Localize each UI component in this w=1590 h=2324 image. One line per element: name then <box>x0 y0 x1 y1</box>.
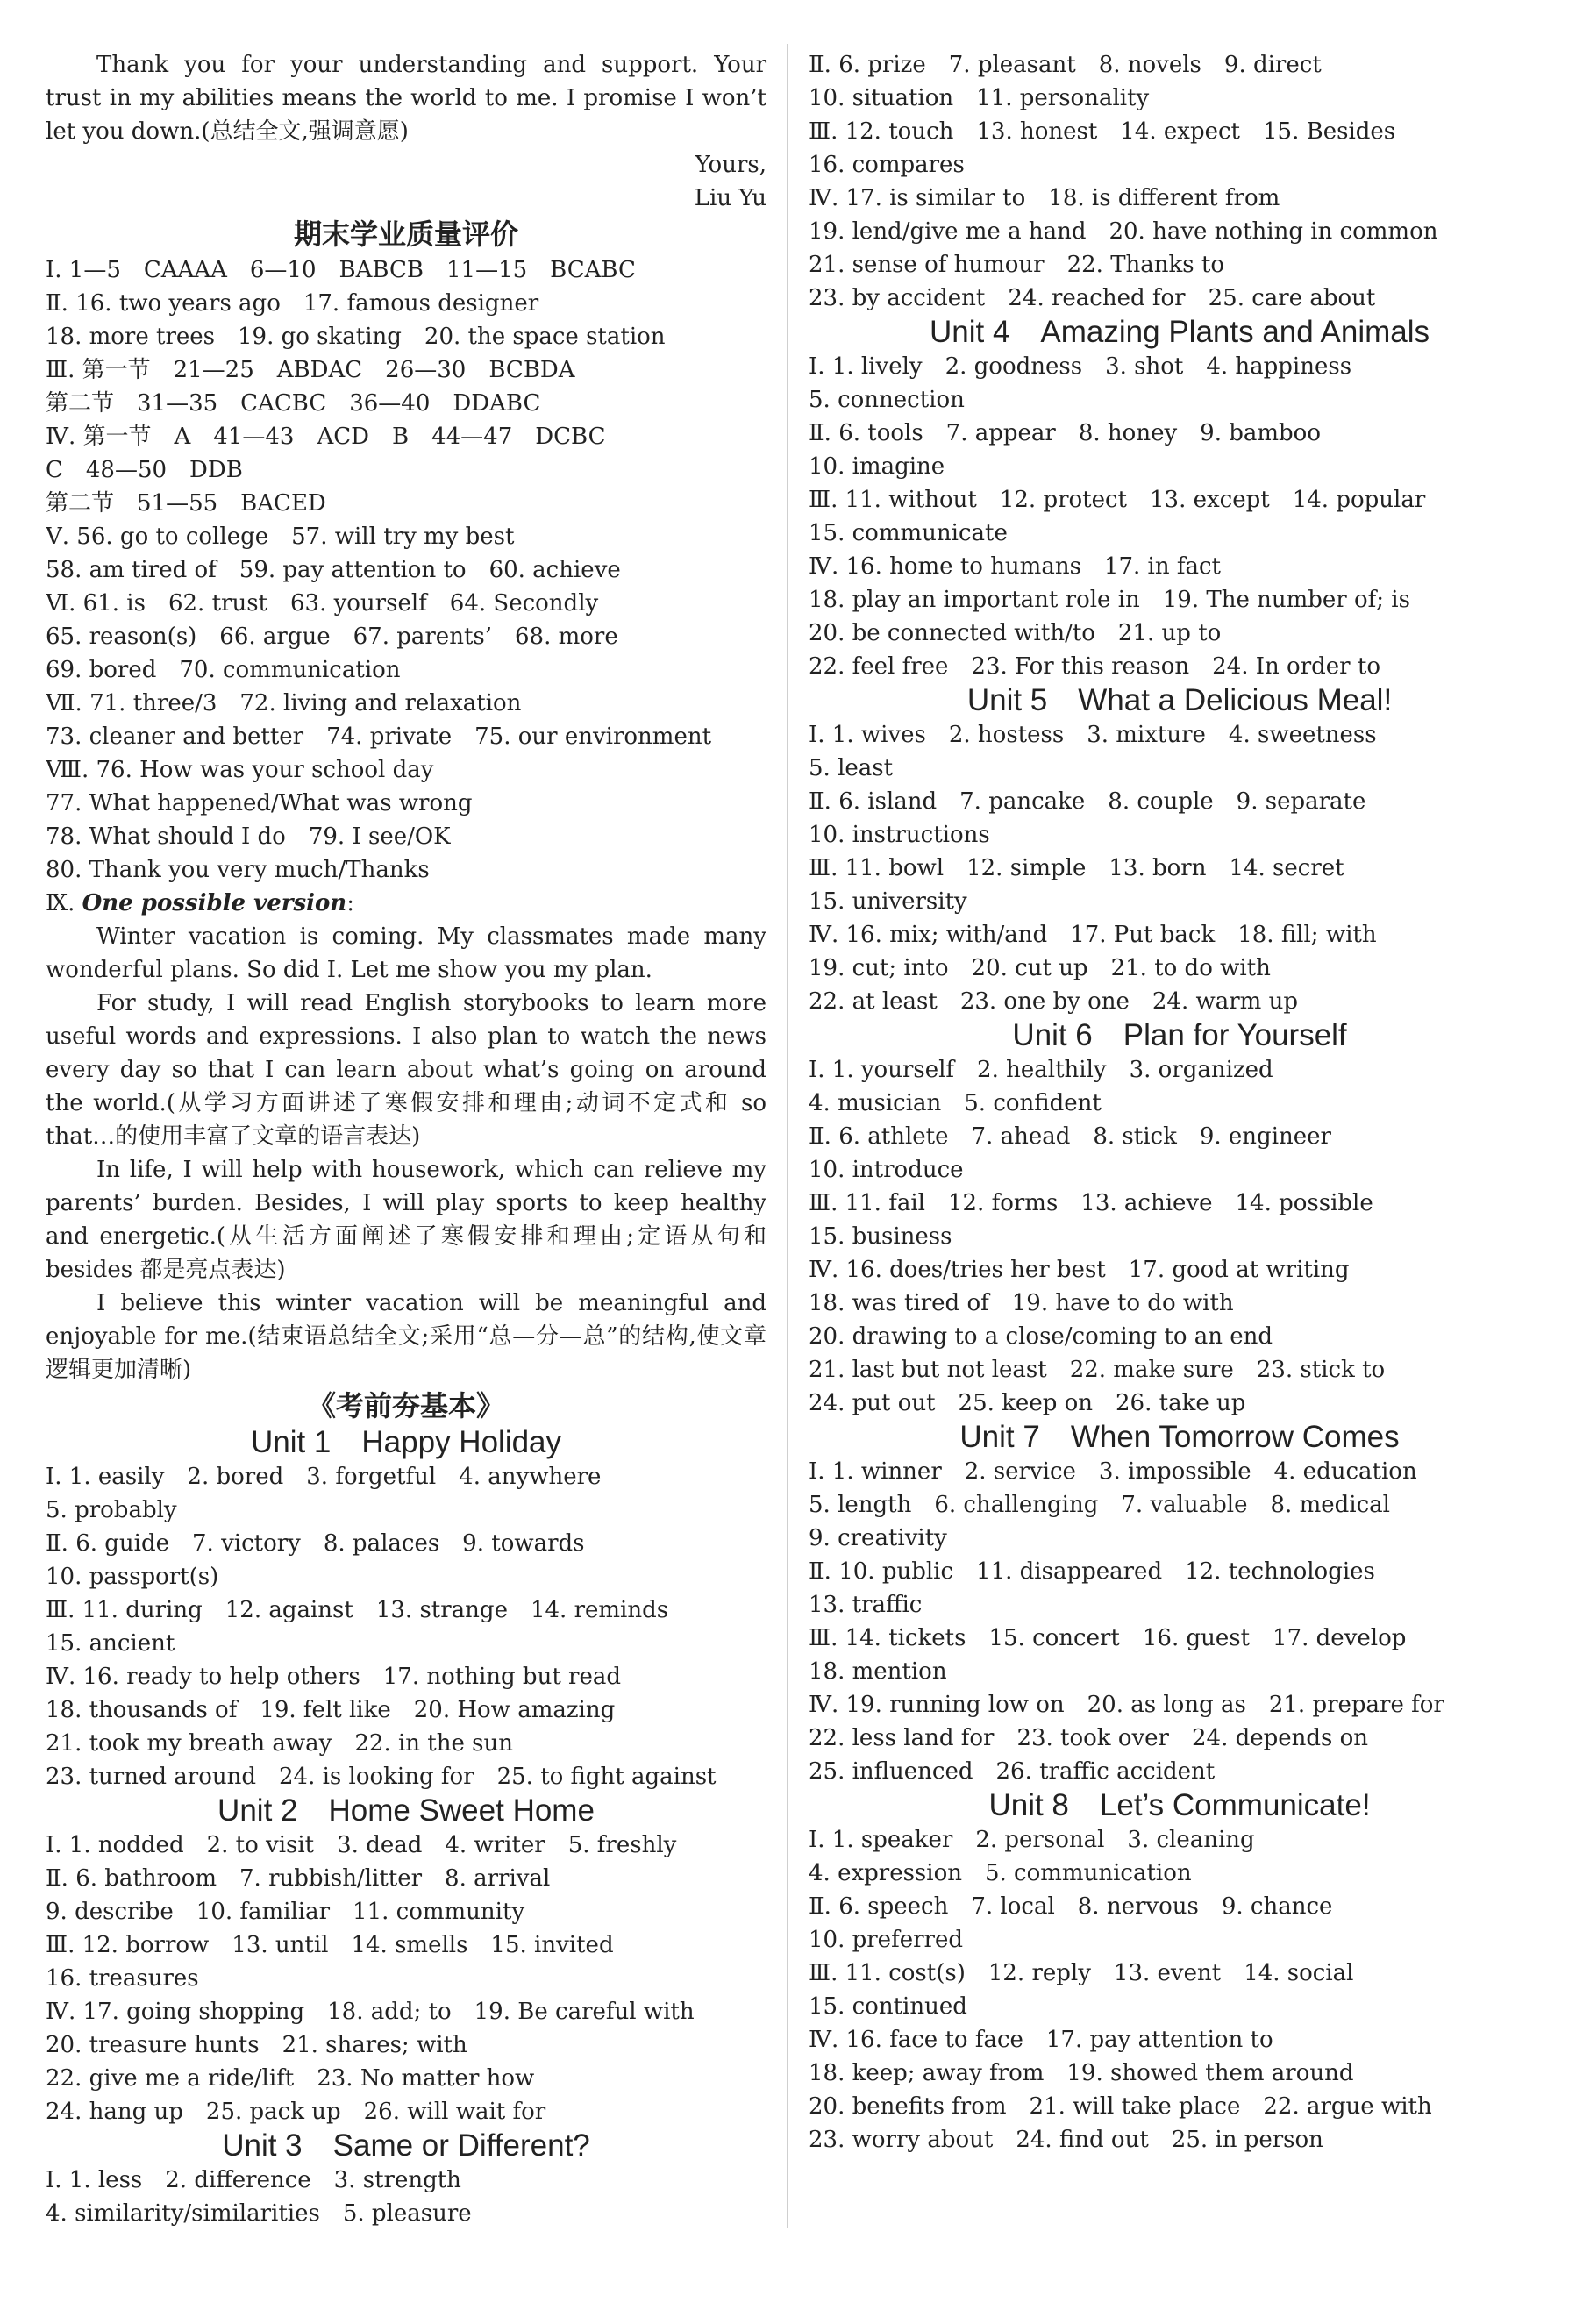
answer-line: 10. preferred <box>809 1927 963 1953</box>
answer-line: Ⅲ. 12. borrow 13. until 14. smells 15. invited <box>46 1932 614 1958</box>
answer-line: 24. put out 25. keep on 26. take up <box>809 1390 1246 1416</box>
answer-line: 69. bored 70. communication <box>46 657 401 683</box>
unit-3-continued-answers <box>809 48 1551 315</box>
answer-line: Ⅳ. 19. running low on 20. as long as 21. prepare for <box>809 1692 1444 1718</box>
answer-line: 4. expression 5. communication <box>809 1860 1192 1886</box>
answer-line: 15. continued <box>809 1993 967 2020</box>
answer-line: Ⅰ. 1. speaker 2. personal 3. cleaning <box>809 1827 1255 1853</box>
answer-line: Ⅳ. 17. is similar to 18. is different from <box>809 185 1280 211</box>
answer-line: 10. introduce <box>809 1157 964 1183</box>
answer-line: Ⅱ. 6. prize 7. pleasant 8. novels 9. direct <box>809 52 1322 78</box>
answer-line: 20. drawing to a close/coming to an end <box>809 1323 1273 1350</box>
answer-line: 5. length 6. challenging 7. valuable 8. medical <box>809 1492 1390 1518</box>
answer-line: 22. less land for 23. took over 24. depends on <box>809 1725 1369 1751</box>
answer-line: 5. connection <box>809 387 965 413</box>
answer-line: Ⅲ. 11. during 12. against 13. strange 14. reminds <box>46 1597 669 1623</box>
answer-line: 第二节 51—55 BACED <box>46 490 326 517</box>
answer-line: 10. imagine <box>809 453 945 480</box>
answer-line: 23. by accident 24. reached for 25. care about <box>809 285 1376 311</box>
final-assessment-answers <box>46 253 766 887</box>
answer-line: 18. play an important role in 19. The number of; is <box>809 587 1410 613</box>
answer-line: 13. traffic <box>809 1592 923 1618</box>
answer-line: 15. university <box>809 888 967 915</box>
answer-line: Ⅳ. 16. mix; with/and 17. Put back 18. fill; with <box>809 922 1377 948</box>
answer-line: Ⅰ. 1. yourself 2. healthily 3. organized <box>809 1057 1273 1083</box>
answer-line: 10. instructions <box>809 822 990 848</box>
answer-line: 18. more trees 19. go skating 20. the space station <box>46 324 666 350</box>
right-unit-list <box>809 315 1551 2156</box>
answer-line: C 48—50 DDB <box>46 457 243 483</box>
answer-line: 19. cut; into 20. cut up 21. to do with <box>809 955 1271 981</box>
unit-title: Unit 8 Let’s Communicate! <box>988 1788 1371 1822</box>
answer-line: 25. influenced 26. traffic accident <box>809 1758 1216 1785</box>
answer-line: 24. hang up 25. pack up 26. will wait for <box>46 2099 546 2125</box>
unit-title: Unit 3 Same or Different? <box>222 2128 590 2163</box>
answer-line: 18. was tired of 19. have to do with <box>809 1290 1234 1316</box>
essay-paragraph-1: Winter vacation is coming. My classmates made many wonderful plans. So did I. Let me show you my plan. <box>46 923 766 983</box>
answer-line: Ⅷ. 76. How was your school day <box>46 757 434 783</box>
answer-line: 19. lend/give me a hand 20. have nothing in common <box>809 218 1438 245</box>
answer-line: 77. What happened/What was wrong <box>46 790 473 816</box>
answer-line: 18. mention <box>809 1658 947 1685</box>
answer-line: 5. least <box>809 755 894 781</box>
essay-paragraph-2: For study, I will read English storybooks to learn more useful words and expressions. I also plan to watch the news every day so that I can learn about what’s going on around the world.(从学习方面讲述了寒假安排和理由;动词不定式和 so that…的使用丰富了文章的语言表达) <box>46 990 766 1150</box>
version-prefix: Ⅸ. <box>46 890 75 916</box>
answer-line: 21. last but not least 22. make sure 23. stick to <box>809 1357 1386 1383</box>
answer-line: 15. business <box>809 1223 952 1250</box>
answer-line: 15. communicate <box>809 520 1008 546</box>
answer-line: Ⅱ. 6. island 7. pancake 8. couple 9. separate <box>809 788 1366 815</box>
answer-line: Ⅳ. 16. ready to help others 17. nothing but read <box>46 1664 621 1690</box>
column-divider <box>787 44 788 2228</box>
answer-line: Ⅶ. 71. three/3 72. living and relaxation <box>46 690 522 716</box>
essay-paragraph-3: In life, I will help with housework, which can relieve my parents’ burden. Besides, I will play sports to keep healthy and energetic.(从生活方面阐述了寒假安排和理由;定语从句和 besides 都是亮点表达) <box>46 1157 766 1283</box>
answer-line: Ⅳ. 17. going shopping 18. add; to 19. Be careful with <box>46 1999 695 2025</box>
unit-title: Unit 2 Home Sweet Home <box>217 1793 595 1828</box>
answer-line: Ⅳ. 第一节 A 41—43 ACD B 44—47 DCBC <box>46 424 606 450</box>
answer-line: Ⅱ. 16. two years ago 17. famous designer <box>46 290 539 317</box>
left-unit-list <box>46 1425 766 2230</box>
answer-line: Ⅳ. 16. face to face 17. pay attention to <box>809 2027 1273 2053</box>
answer-line: Ⅲ. 14. tickets 15. concert 16. guest 17. develop <box>809 1625 1407 1651</box>
answer-line: 15. ancient <box>46 1630 175 1657</box>
answer-line: 23. worry about 24. find out 25. in person <box>809 2127 1323 2153</box>
essay-paragraph-4: I believe this winter vacation will be meaningful and enjoyable for me.(结束语总结全文;采用“总—分—总”的结构,使文章逻辑更加清晰) <box>46 1290 766 1383</box>
answer-line: 5. probably <box>46 1497 177 1523</box>
answer-line: 78. What should I do 79. I see/OK <box>46 823 451 850</box>
answer-line: Ⅱ. 6. tools 7. appear 8. honey 9. bamboo <box>809 420 1321 446</box>
review-section-title: 《考前夯基本》 <box>307 1389 504 1422</box>
right-column <box>809 48 1551 2156</box>
answer-line: 22. at least 23. one by one 24. warm up <box>809 988 1298 1015</box>
unit-title: Unit 1 Happy Holiday <box>250 1425 562 1459</box>
answer-line: 4. musician 5. confident <box>809 1090 1102 1116</box>
answer-line: 16. compares <box>809 152 965 178</box>
answer-line: Ⅲ. 11. without 12. protect 13. except 14. popular <box>809 487 1426 513</box>
answer-line: 18. keep; away from 19. showed them around <box>809 2060 1354 2086</box>
answer-line: 9. describe 10. familiar 11. community <box>46 1899 525 1925</box>
answer-line: 20. treasure hunts 21. shares; with <box>46 2032 467 2058</box>
answer-line: 18. thousands of 19. felt like 20. How amazing <box>46 1697 616 1723</box>
answer-line: 23. turned around 24. is looking for 25. to fight against <box>46 1764 717 1790</box>
answer-line: Ⅰ. 1. easily 2. bored 3. forgetful 4. anywhere <box>46 1464 602 1490</box>
letter-closing-paragraph: Thank you for your understanding and support. Your trust in my abilities means the world to me. I promise I won’t let you down.(总结全文,强调意愿) <box>46 52 766 145</box>
answer-line: Ⅰ. 1. nodded 2. to visit 3. dead 4. writer 5. freshly <box>46 1832 677 1858</box>
answer-line: Ⅰ. 1. less 2. difference 3. strength <box>46 2167 461 2193</box>
answer-line: Ⅳ. 16. home to humans 17. in fact <box>809 553 1221 580</box>
answer-line: Ⅱ. 6. bathroom 7. rubbish/litter 8. arrival <box>46 1865 551 1892</box>
answer-line: 21. took my breath away 22. in the sun <box>46 1730 513 1757</box>
version-colon: : <box>346 890 354 916</box>
answer-line: Ⅱ. 6. guide 7. victory 8. palaces 9. towards <box>46 1530 585 1557</box>
version-label: One possible version <box>82 890 347 916</box>
letter-signature: Liu Yu <box>694 185 766 211</box>
answer-line: 73. cleaner and better 74. private 75. our environment <box>46 724 712 750</box>
answer-line: Ⅰ. 1. lively 2. goodness 3. shot 4. happiness <box>809 353 1352 380</box>
answer-line: 20. be connected with/to 21. up to <box>809 620 1222 646</box>
unit-title: Unit 6 Plan for Yourself <box>1012 1018 1347 1052</box>
answer-line: Ⅲ. 12. touch 13. honest 14. expect 15. Besides <box>809 118 1396 145</box>
version-heading <box>46 887 766 920</box>
answer-line: Ⅰ. 1. wives 2. hostess 3. mixture 4. sweetness <box>809 722 1377 748</box>
unit-title: Unit 4 Amazing Plants and Animals <box>930 315 1430 349</box>
answer-line: 10. passport(s) <box>46 1564 219 1590</box>
answer-line: 58. am tired of 59. pay attention to 60. achieve <box>46 557 621 583</box>
answer-line: Ⅲ. 第一节 21—25 ABDAC 26—30 BCBDA <box>46 357 575 383</box>
answer-line: Ⅱ. 6. speech 7. local 8. nervous 9. chance <box>809 1893 1333 1920</box>
answer-line: Ⅲ. 11. fail 12. forms 13. achieve 14. possible <box>809 1190 1373 1216</box>
unit-title: Unit 7 When Tomorrow Comes <box>959 1420 1400 1454</box>
answer-line: 22. give me a ride/lift 23. No matter how <box>46 2065 535 2092</box>
answer-line: Ⅰ. 1. winner 2. service 3. impossible 4. education <box>809 1458 1417 1485</box>
answer-line: 9. creativity <box>809 1525 947 1551</box>
answer-line: 80. Thank you very much/Thanks <box>46 857 430 883</box>
answer-line: Ⅱ. 6. athlete 7. ahead 8. stick 9. engineer <box>809 1123 1331 1150</box>
answer-line: 20. benefits from 21. will take place 22. argue with <box>809 2093 1432 2120</box>
answer-line: 10. situation 11. personality <box>809 85 1150 111</box>
answer-line: 22. feel free 23. For this reason 24. In order to <box>809 653 1380 680</box>
answer-line: Ⅳ. 16. does/tries her best 17. good at writing <box>809 1257 1350 1283</box>
answer-line: Ⅵ. 61. is 62. trust 63. yourself 64. Secondly <box>46 590 599 617</box>
answer-line: 16. treasures <box>46 1965 199 1992</box>
final-assessment-title: 期末学业质量评价 <box>293 217 518 251</box>
answer-line: 21. sense of humour 22. Thanks to <box>809 252 1225 278</box>
letter-closing: Yours, <box>695 152 766 178</box>
answer-line: Ⅲ. 11. bowl 12. simple 13. born 14. secret <box>809 855 1344 881</box>
answer-line: Ⅲ. 11. cost(s) 12. reply 13. event 14. social <box>809 1960 1354 1986</box>
left-column <box>46 48 766 2230</box>
answer-line: Ⅰ. 1—5 CAAAA 6—10 BABCB 11—15 BCABC <box>46 257 636 283</box>
answer-line: 第二节 31—35 CACBC 36—40 DDABC <box>46 390 541 417</box>
answer-line: Ⅱ. 10. public 11. disappeared 12. technologies <box>809 1558 1375 1585</box>
answer-line: Ⅴ. 56. go to college 57. will try my best <box>46 524 515 550</box>
answer-line: 65. reason(s) 66. argue 67. parents’ 68. more <box>46 624 618 650</box>
unit-title: Unit 5 What a Delicious Meal! <box>966 683 1393 717</box>
answer-line: 4. similarity/similarities 5. pleasure <box>46 2200 472 2227</box>
